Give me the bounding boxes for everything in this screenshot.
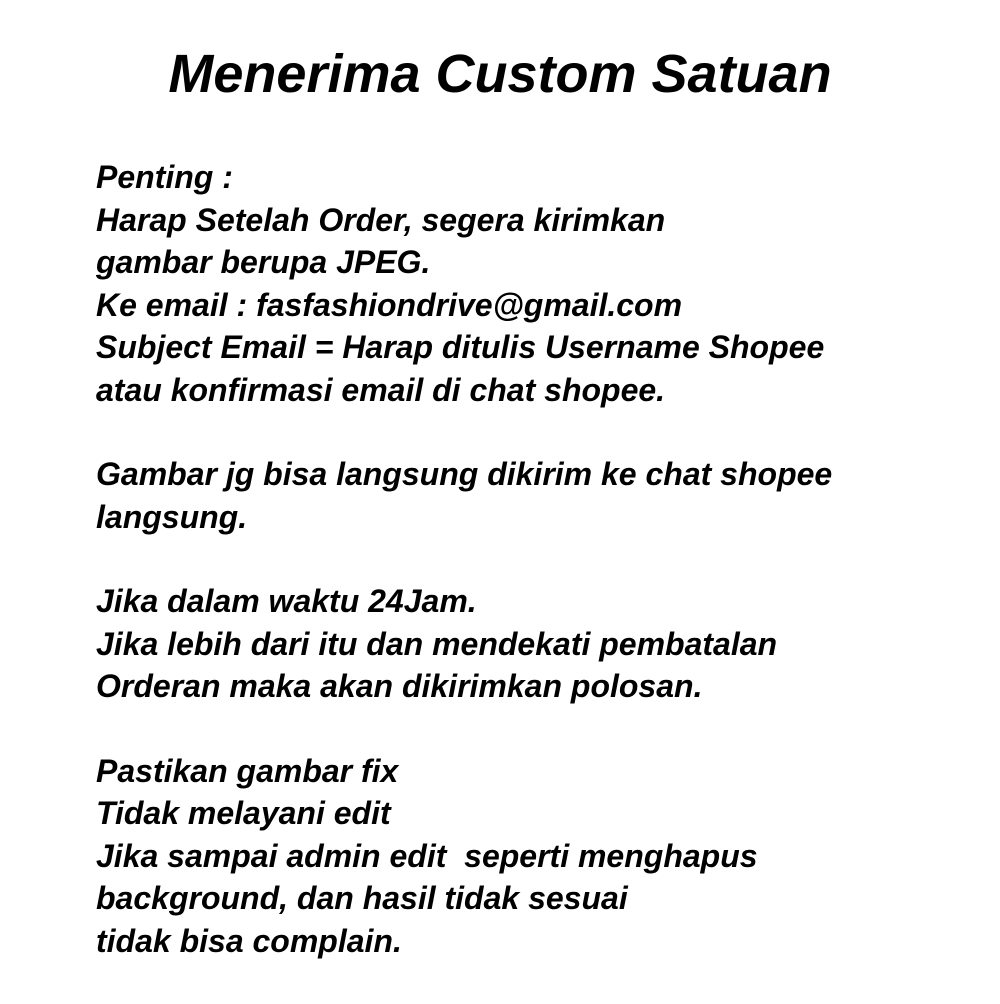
- page-title: Menerima Custom Satuan: [168, 44, 832, 104]
- chat-option-line-continued: langsung.: [96, 498, 248, 535]
- notice-content: [96, 156, 986, 1004]
- chat-option-line: Gambar jg bisa langsung dikirim ke chat shopee: [96, 456, 833, 492]
- deadline-section: [96, 580, 986, 708]
- no-complaint-line: tidak bisa complain.: [96, 922, 402, 959]
- chat-option-section: [96, 453, 986, 538]
- background-result-line: background, dan hasil tidak sesuai: [96, 880, 628, 916]
- final-image-line: Pastikan gambar fix: [96, 752, 399, 789]
- no-edit-line: Tidak melayani edit: [96, 795, 391, 831]
- email-address-line: Ke email : fasfashiondrive@gmail.com: [96, 286, 683, 323]
- chat-confirmation-line: atau konfirmasi email di chat shopee.: [96, 371, 666, 408]
- email-subject-line: Subject Email = Harap ditulis Username Shopee: [96, 329, 825, 365]
- order-instruction-line: Harap Setelah Order, segera kirimkan: [96, 201, 666, 238]
- important-heading: Penting :: [96, 159, 233, 195]
- image-format-line: gambar berupa JPEG.: [96, 244, 431, 280]
- cancellation-line: Jika lebih dari itu dan mendekati pembatalan: [96, 625, 778, 662]
- deadline-line: Jika dalam waktu 24Jam.: [96, 583, 477, 619]
- admin-edit-line: Jika sampai admin edit seperti menghapus: [96, 837, 758, 874]
- editing-policy-section: [96, 750, 986, 963]
- plain-shipping-line: Orderan maka akan dikirimkan polosan.: [96, 668, 703, 704]
- important-section: [96, 156, 986, 411]
